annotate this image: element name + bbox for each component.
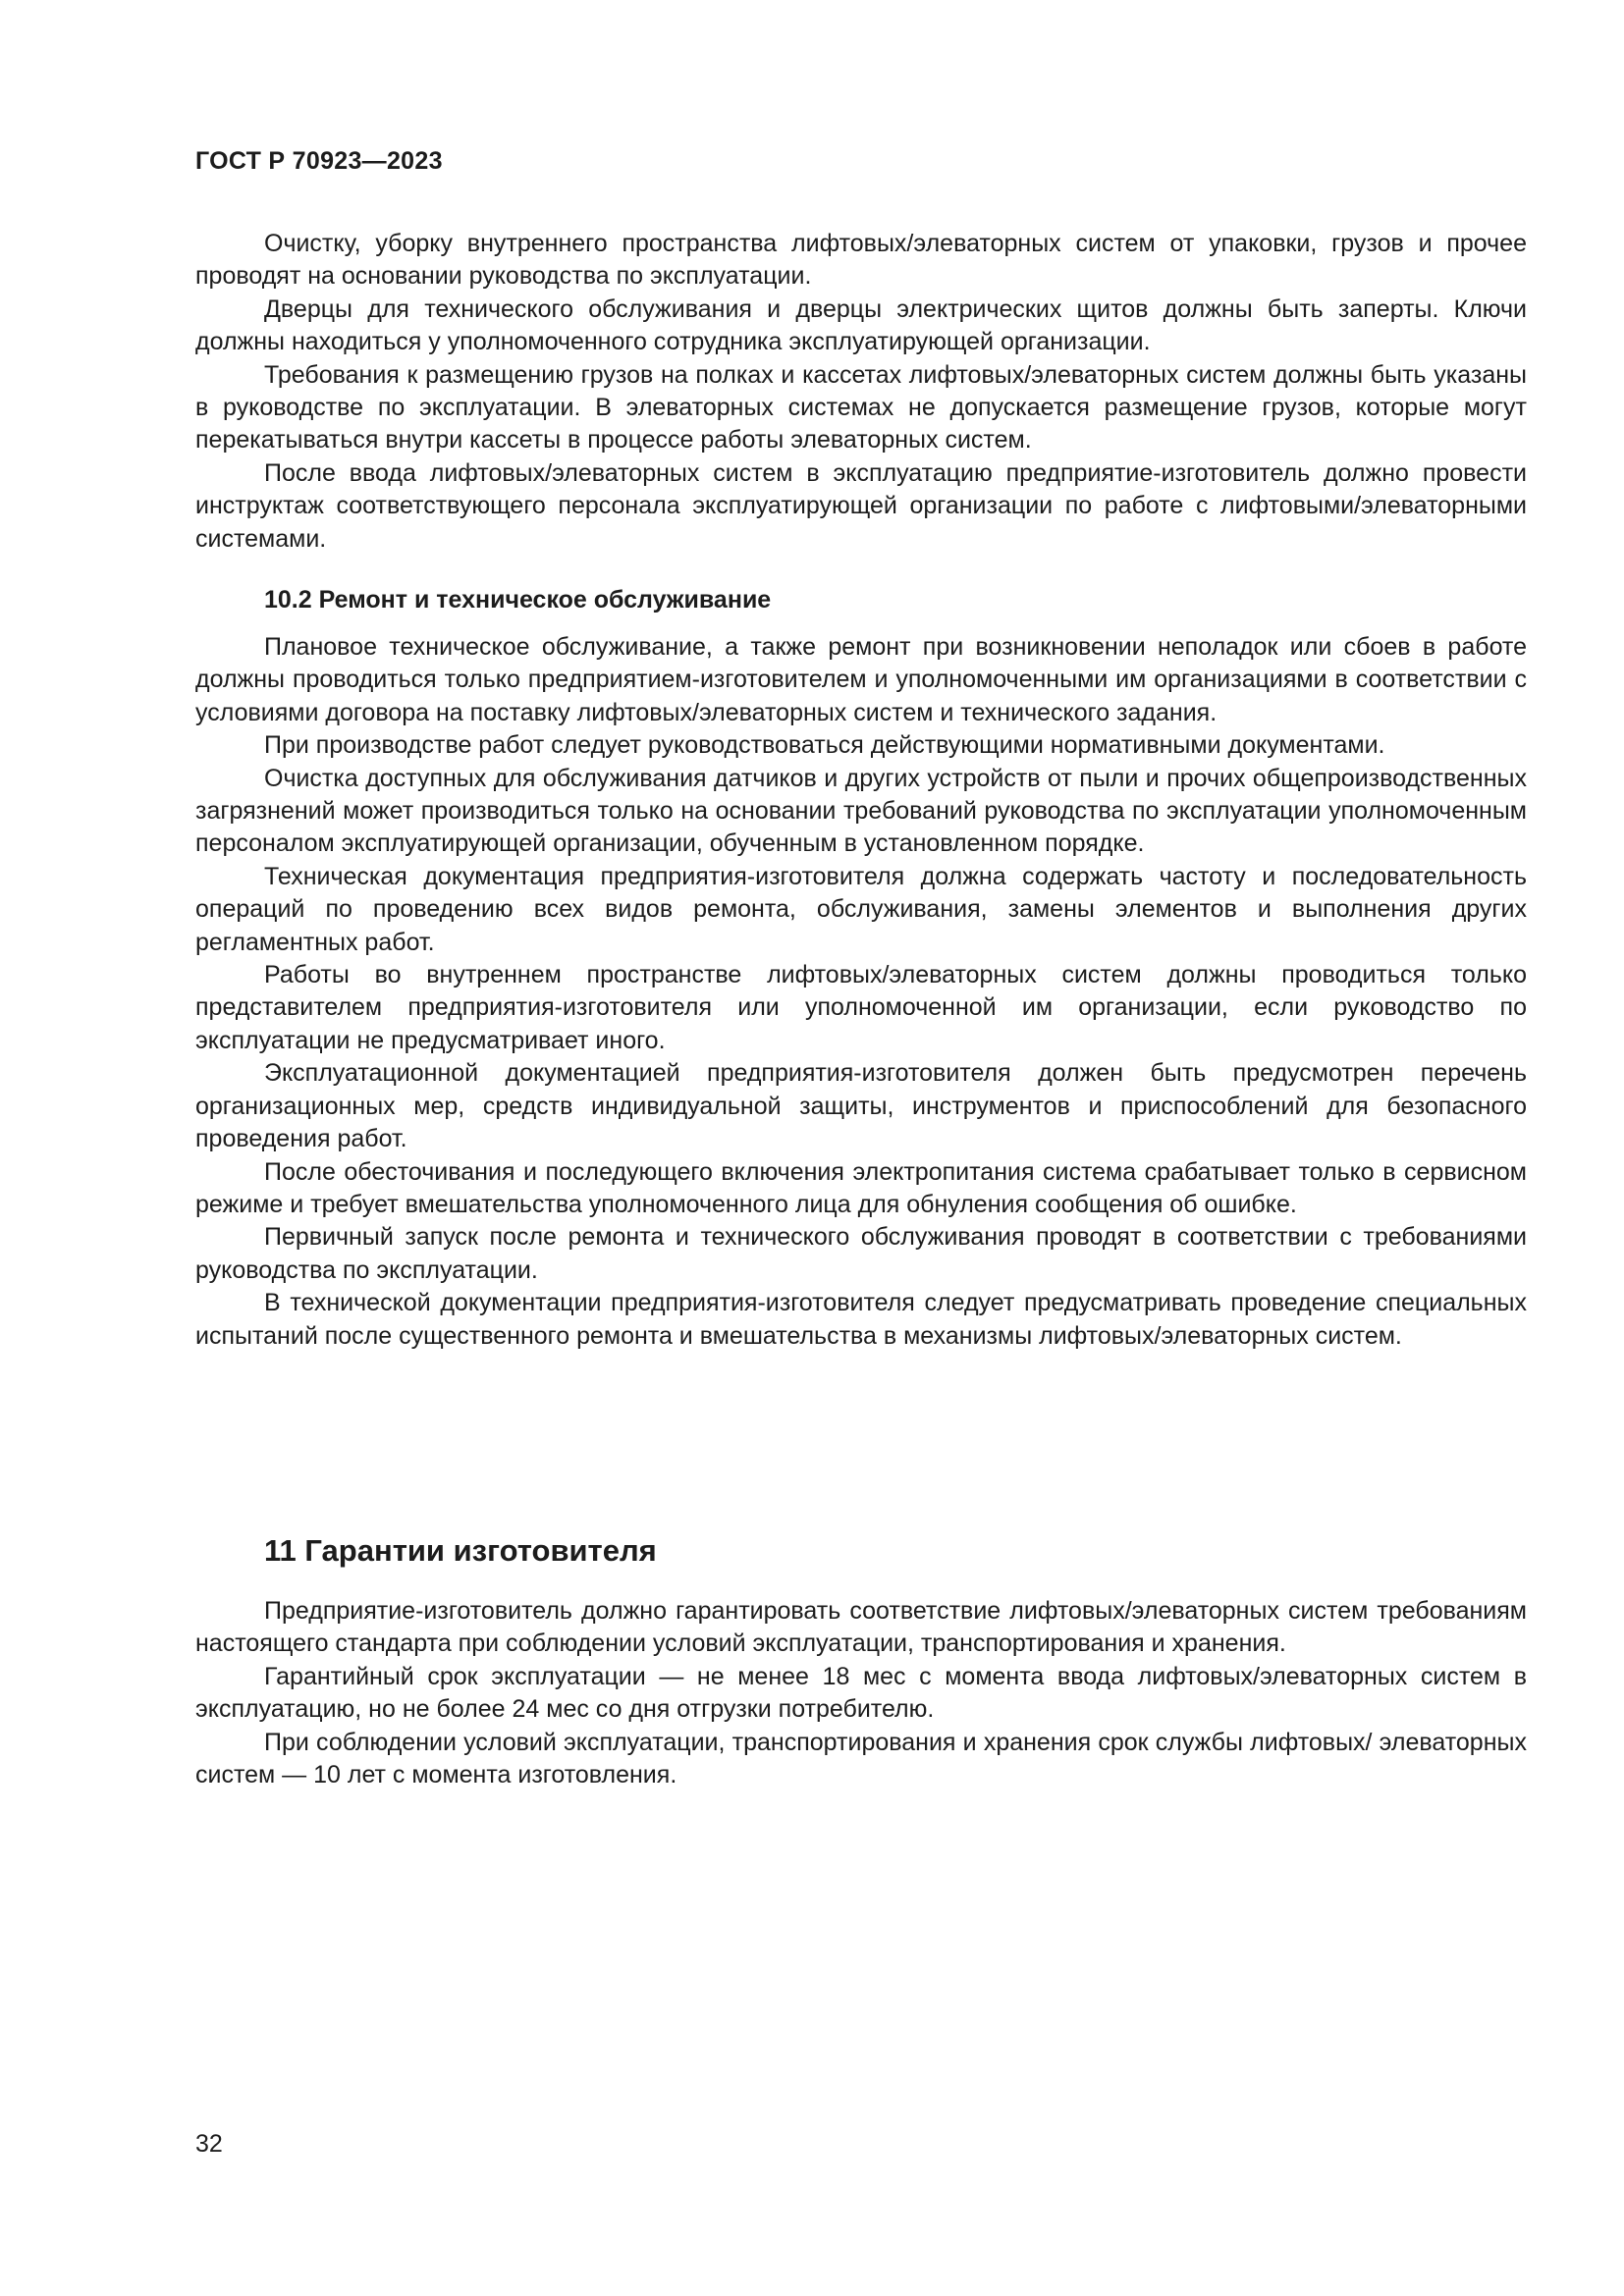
paragraph: Первичный запуск после ремонта и технического обслуживания проводят в соответствии с требованиями руководства по эксплуатации. [195,1223,1527,1284]
paragraph: Предприятие-изготовитель должно гарантировать соответствие лифтовых/элеваторных систем требованиям настоящего стандарта при соблюдении условий эксплуатации, транспортирования и хранения. [195,1597,1527,1658]
standard-code-header: ГОСТ Р 70923—2023 [195,147,443,175]
paragraph: Очистку, уборку внутреннего пространства лифтовых/элеваторных систем от упаковки, грузов и прочее проводят на основании руководства по эксплуатации. [195,230,1527,291]
paragraph: Требования к размещению грузов на полках и кассетах лифтовых/элеваторных систем должны быть указаны в руководстве по эксплуатации. В элеваторных системах не допускается размещение грузов, которые могут перекатываться внутри кассеты в процессе работы элеваторных систем. [195,360,1527,454]
paragraph: Плановое техническое обслуживание, а также ремонт при возникновении неполадок или сбоев в работе должны проводиться только предприятием-изготовителем и уполномоченными им организациями в соответствии с условиями договора на поставку лифтовых/элеваторных систем и технического задания. [195,633,1527,726]
paragraph: Работы во внутреннем пространстве лифтовых/элеваторных систем должны проводиться только представителем предприятия-изготовителя или уполномоченной им организации, если руководство по эксплуатации не предусматривает иного. [195,961,1527,1054]
paragraph: Техническая документация предприятия-изготовителя должна содержать частоту и последовательность операций по проведению всех видов ремонта, обслуживания, замены элементов и выполнения других регламентных работ. [195,862,1527,956]
paragraph: Гарантийный срок эксплуатации — не менее 18 мес с момента ввода лифтовых/элеваторных систем в эксплуатацию, но не более 24 мес со дня отгрузки потребителю. [195,1662,1527,1724]
paragraph: Очистка доступных для обслуживания датчиков и других устройств от пыли и прочих общепроизводственных загрязнений может производиться только на основании требований руководства по эксплуатации уполномоченным персоналом эксплуатирующей организации, обученным в установленном порядке. [195,764,1527,858]
section-heading-11: 11 Гарантии изготовителя [264,1533,657,1568]
subsection-heading-10-2: 10.2 Ремонт и техническое обслуживание [264,586,772,614]
paragraph: После обесточивания и последующего включения электропитания система срабатывает только в сервисном режиме и требует вмешательства уполномоченного лица для обнуления сообщения об ошибке. [195,1157,1527,1218]
subsection-10-2-text-block [195,631,1527,1353]
paragraph: При соблюдении условий эксплуатации, транспортирования и хранения срок службы лифтовых/ элеваторных систем — 10 лет с момента изготовления. [195,1728,1527,1789]
paragraph: Дверцы для технического обслуживания и дверцы электрических щитов должны быть заперты. Ключи должны находиться у уполномоченного сотрудника эксплуатирующей организации. [195,294,1527,356]
intro-text-block [195,228,1527,556]
paragraph: Эксплуатационной документацией предприятия-изготовителя должен быть предусмотрен перечень организационных мер, средств индивидуальной защиты, инструментов и приспособлений для безопасного проведения работ. [195,1059,1527,1153]
section-11-text-block [195,1595,1527,1791]
page-number: 32 [195,2130,223,2158]
paragraph: При производстве работ следует руководствоваться действующими нормативными документами. [264,731,1385,760]
paragraph: После ввода лифтовых/элеваторных систем в эксплуатацию предприятие-изготовитель должно провести инструктаж соответствующего персонала эксплуатирующей организации по работе с лифтовыми/элеваторными системами. [195,458,1527,553]
paragraph: В технической документации предприятия-изготовителя следует предусматривать проведение специальных испытаний после существенного ремонта и вмешательства в механизмы лифтовых/элеваторных систем. [195,1289,1527,1350]
